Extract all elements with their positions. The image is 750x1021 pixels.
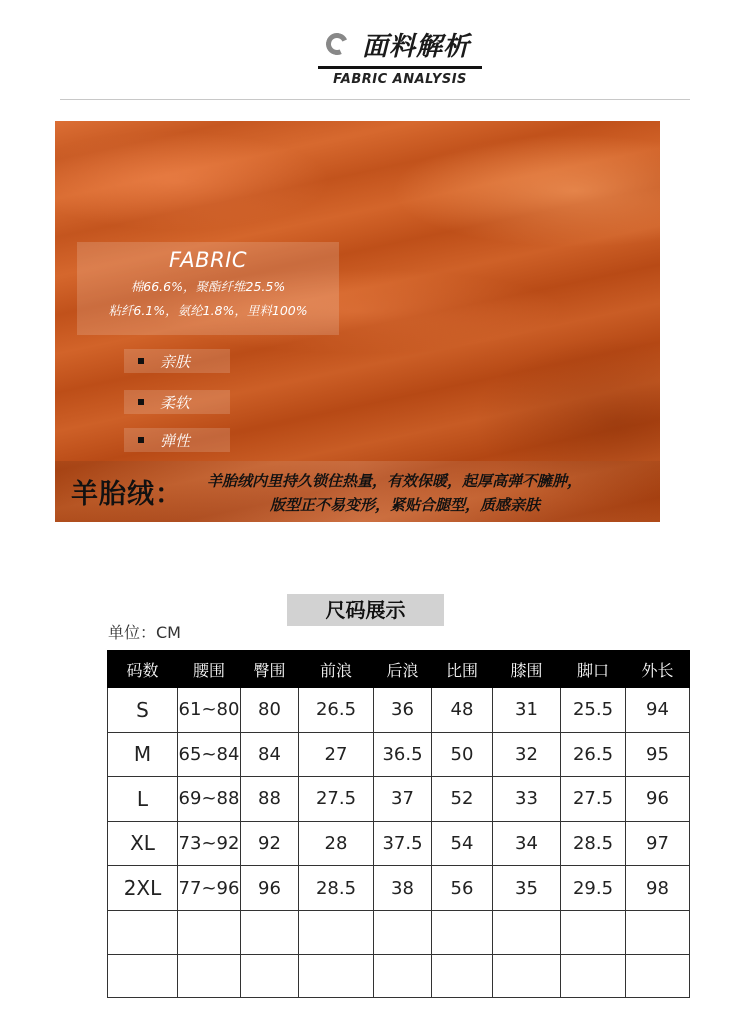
band-description-1: 羊胎绒内里持久锁住热量，有效保暖，起厚高弹不臃肿， <box>207 472 583 490</box>
table-cell: 54 <box>432 821 493 866</box>
table-cell <box>626 910 690 955</box>
table-cell: 84 <box>241 732 299 777</box>
table-cell: 35 <box>493 866 561 911</box>
table-cell: 27 <box>299 732 374 777</box>
table-cell <box>299 910 374 955</box>
table-cell <box>561 910 626 955</box>
table-cell: 88 <box>241 777 299 822</box>
table-cell <box>299 955 374 998</box>
feature-label: 柔软 <box>160 393 191 412</box>
column-header: 膝围 <box>493 651 561 688</box>
feature-tag <box>124 428 230 452</box>
size-chart-title: 尺码展示 <box>287 594 444 626</box>
column-header: 前浪 <box>299 651 374 688</box>
section-header <box>318 22 470 66</box>
table-cell: 28 <box>299 821 374 866</box>
composition-line-1: 棉66.6%，聚酯纤维25.5% <box>130 279 286 294</box>
table-cell <box>493 955 561 998</box>
size-cell: XL <box>108 821 178 866</box>
loading-ring-icon <box>323 30 351 58</box>
table-cell: 29.5 <box>561 866 626 911</box>
bullet-icon <box>138 358 144 364</box>
table-row <box>108 821 690 866</box>
table-cell: 31 <box>493 688 561 733</box>
table-cell: 37.5 <box>374 821 432 866</box>
table-cell: 36.5 <box>374 732 432 777</box>
column-header: 码数 <box>108 651 178 688</box>
column-header: 臀围 <box>241 651 299 688</box>
table-cell: 28.5 <box>561 821 626 866</box>
table-cell: 32 <box>493 732 561 777</box>
table-cell <box>241 955 299 998</box>
feature-label: 亲肤 <box>160 352 191 371</box>
size-cell: S <box>108 688 178 733</box>
size-cell <box>108 955 178 998</box>
table-cell: 33 <box>493 777 561 822</box>
table-cell <box>241 910 299 955</box>
size-cell: L <box>108 777 178 822</box>
fabric-composition-box <box>77 242 339 335</box>
table-cell: 34 <box>493 821 561 866</box>
table-cell: 37 <box>374 777 432 822</box>
bullet-icon <box>138 437 144 443</box>
table-cell: 26.5 <box>561 732 626 777</box>
table-header-row <box>108 651 690 688</box>
table-cell <box>432 910 493 955</box>
table-row <box>108 910 690 955</box>
table-cell: 28.5 <box>299 866 374 911</box>
table-cell: 98 <box>626 866 690 911</box>
table-cell: 27.5 <box>299 777 374 822</box>
title-underline <box>318 66 482 69</box>
fabric-photo <box>55 121 660 522</box>
table-cell: 95 <box>626 732 690 777</box>
table-cell: 56 <box>432 866 493 911</box>
table-cell <box>178 955 241 998</box>
table-cell: 80 <box>241 688 299 733</box>
column-header: 后浪 <box>374 651 432 688</box>
unit-label: 单位：CM <box>108 623 181 642</box>
divider <box>60 99 690 100</box>
table-cell <box>374 910 432 955</box>
size-cell <box>108 910 178 955</box>
section-title-en: FABRIC ANALYSIS <box>333 72 467 87</box>
table-cell: 27.5 <box>561 777 626 822</box>
section-title-cn: 面料解析 <box>362 31 471 62</box>
table-cell: 61~80 <box>178 688 241 733</box>
bullet-icon <box>138 399 144 405</box>
table-cell: 50 <box>432 732 493 777</box>
feature-tag <box>124 349 230 373</box>
table-cell: 38 <box>374 866 432 911</box>
table-cell <box>561 955 626 998</box>
size-cell: M <box>108 732 178 777</box>
table-cell: 52 <box>432 777 493 822</box>
table-cell <box>374 955 432 998</box>
feature-label: 弹性 <box>160 431 191 450</box>
column-header: 比围 <box>432 651 493 688</box>
table-cell: 65~84 <box>178 732 241 777</box>
table-cell: 96 <box>626 777 690 822</box>
band-title: 羊胎绒： <box>71 479 183 510</box>
table-cell: 69~88 <box>178 777 241 822</box>
table-row <box>108 732 690 777</box>
table-row <box>108 777 690 822</box>
composition-line-2: 粘纤6.1%，氨纶1.8%，里料100% <box>108 303 308 318</box>
table-row <box>108 866 690 911</box>
table-cell: 92 <box>241 821 299 866</box>
description-band <box>55 461 660 522</box>
table-cell: 94 <box>626 688 690 733</box>
table-cell: 97 <box>626 821 690 866</box>
table-cell <box>493 910 561 955</box>
table-cell: 36 <box>374 688 432 733</box>
table-row <box>108 955 690 998</box>
size-cell: 2XL <box>108 866 178 911</box>
table-cell <box>626 955 690 998</box>
table-cell: 77~96 <box>178 866 241 911</box>
column-header: 外长 <box>626 651 690 688</box>
column-header: 脚口 <box>561 651 626 688</box>
table-cell: 73~92 <box>178 821 241 866</box>
table-row <box>108 688 690 733</box>
table-cell: 26.5 <box>299 688 374 733</box>
table-cell: 48 <box>432 688 493 733</box>
table-cell <box>432 955 493 998</box>
column-header: 腰围 <box>178 651 241 688</box>
fabric-heading: FABRIC <box>168 248 248 272</box>
feature-tag <box>124 390 230 414</box>
band-description-2: 版型正不易变形，紧贴合腿型，质感亲肤 <box>270 496 541 514</box>
table-cell: 25.5 <box>561 688 626 733</box>
table-cell: 96 <box>241 866 299 911</box>
size-table <box>107 650 690 998</box>
table-cell <box>178 910 241 955</box>
